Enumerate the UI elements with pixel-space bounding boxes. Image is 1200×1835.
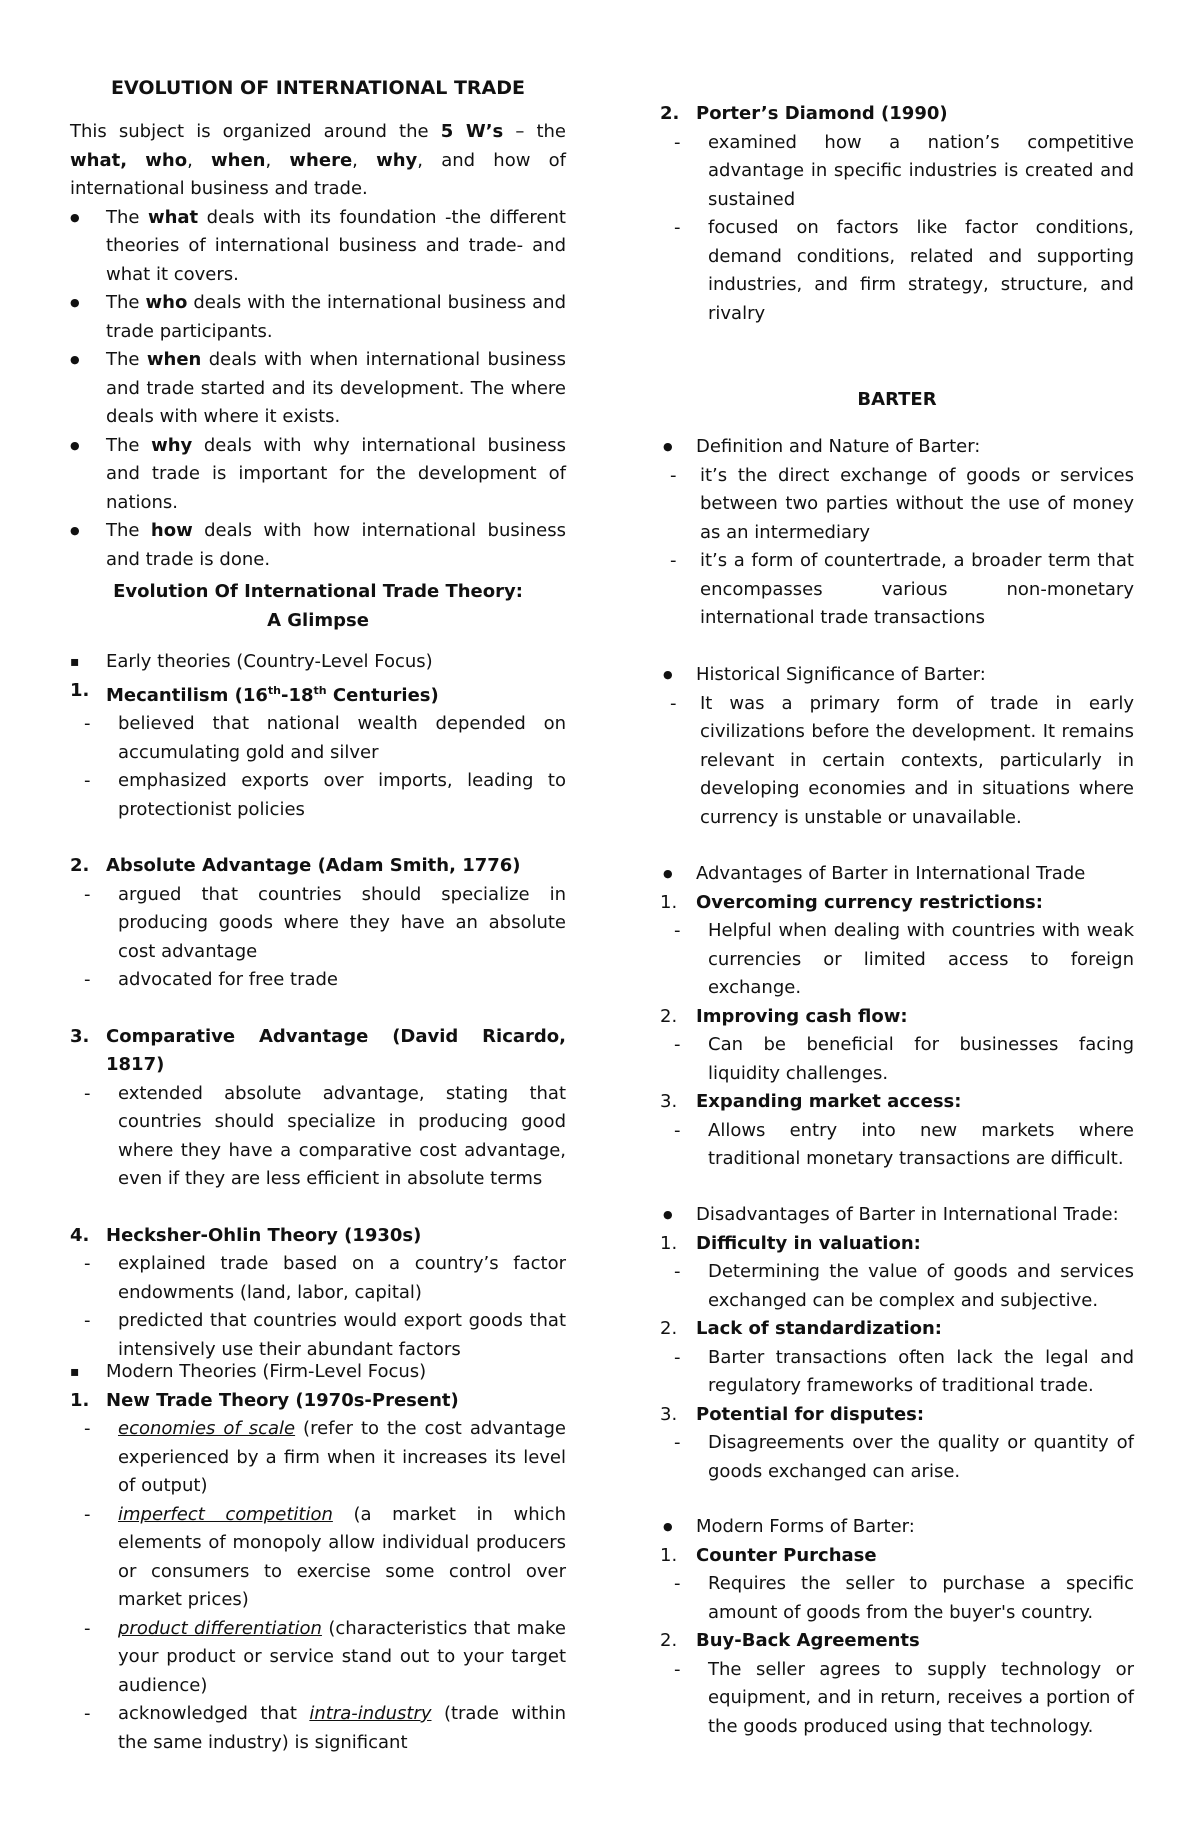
modern-theories-section (70, 1358, 566, 1757)
theory-point: - emphasized exports over imports, leading to protectionist policies (84, 770, 566, 820)
ws-bullet-what: ● The what deals with its foundation -the different theories of international business and trade- and what it covers. (70, 204, 566, 290)
theory-point: - product differentiation (characteristics that make your product or service stand out to your target audience) (84, 1617, 566, 1696)
modern-form-title: 2. Buy-Back Agreements (660, 1630, 920, 1651)
advantage-point: - Helpful when dealing with countries with weak currencies or limited access to foreign exchange. (674, 920, 1134, 998)
advantage-title: 3. Expanding market access: (660, 1091, 962, 1112)
early-theories-section (70, 648, 566, 1364)
theory-point: - argued that countries should specialize in producing goods where they have an absolute cost advantage (84, 883, 566, 962)
barter-heading: BARTER (857, 389, 937, 410)
barter-modern-forms-label: ● Modern Forms of Barter: (660, 1513, 1134, 1542)
theory-title-porters-diamond: 2. Porter’s Diamond (1990) (660, 103, 948, 124)
barter-definition-label: ● Definition and Nature of Barter: (660, 433, 1134, 462)
disadvantage-title: 1. Difficulty in valuation: (660, 1232, 921, 1254)
disadvantage-title: 2. Lack of standardization: (660, 1318, 943, 1339)
theory-point: - extended absolute advantage, stating that countries should specialize in producing good where they have a comparative cost advantage, even if they are less efficient in absolute terms (84, 1082, 566, 1189)
modern-form-point: - The seller agrees to supply technology or equipment, and in return, receives a portion of the goods produced using that technology. (674, 1658, 1134, 1737)
barter-definition-section (660, 433, 1134, 633)
ws-bullet-how: ● The how deals with how international business and trade is done. (70, 517, 566, 574)
theory-title-mercantilism: 1. Mecantilism (16th-18th Centuries) (70, 679, 439, 706)
barter-history-section (660, 661, 1134, 832)
ws-bullet-who: ● The who deals with the international business and trade participants. (70, 289, 566, 346)
advantage-title: 1. Overcoming currency restrictions: (660, 891, 1043, 913)
theory-heading-line1: Evolution Of International Trade Theory: (113, 581, 523, 602)
advantage-point: - Can be beneficial for businesses facing liquidity challenges. (674, 1034, 1134, 1084)
theory-point: - focused on factors like factor conditions, demand conditions, related and supporting industries, and firm strategy, structure, and rivalry (674, 217, 1134, 324)
disadvantage-title: 3. Potential for disputes: (660, 1403, 925, 1425)
barter-point: - It was a primary form of trade in early civilizations before the development. It remains relevant in certain contexts, particularly in developing economies and in situations where currency is unstable or unavailable. (670, 692, 1134, 828)
ws-bullet-why: ● The why deals with why international business and trade is important for the development of nations. (70, 432, 566, 518)
early-theories-label: ▪ Early theories (Country-Level Focus) (70, 648, 566, 677)
theory-point: - predicted that countries would export goods that intensively use their abundant factors (84, 1310, 566, 1360)
theory-point: - explained trade based on a country’s factor endowments (land, labor, capital) (84, 1253, 566, 1303)
barter-disadvantages-section (660, 1201, 1134, 1486)
modern-form-title: 1. Counter Purchase (660, 1544, 877, 1566)
page-title: EVOLUTION OF INTERNATIONAL TRADE (110, 77, 526, 99)
theory-point: - acknowledged that intra-industry (trade within the same industry) is significant (84, 1703, 566, 1753)
barter-modern-forms-section (660, 1513, 1134, 1741)
advantage-point: - Allows entry into new markets where traditional monetary transactions are difficult. (674, 1119, 1134, 1169)
modern-theories-label: ▪ Modern Theories (Firm-Level Focus) (70, 1358, 566, 1387)
theory-title-hecksher-ohlin: 4. Hecksher-Ohlin Theory (1930s) (70, 1224, 422, 1246)
intro-section (70, 118, 566, 574)
theory-point: - economies of scale (refer to the cost advantage experienced by a firm when it increases its level of output) (84, 1418, 566, 1496)
barter-point: - it’s the direct exchange of goods or services between two parties without the use of money as an intermediary (670, 464, 1134, 543)
theory-point: - believed that national wealth depended on accumulating gold and silver (84, 713, 566, 763)
disadvantage-point: - Disagreements over the quality or quantity of goods exchanged can arise. (674, 1432, 1134, 1482)
barter-disadvantages-label: ● Disadvantages of Barter in International Trade: (660, 1201, 1134, 1230)
modern-form-point: - Requires the seller to purchase a specific amount of goods from the buyer's country. (674, 1573, 1134, 1623)
theory-point: - imperfect competition (a market in which elements of monopoly allow individual producers or consumers to exercise some control over market prices) (84, 1503, 566, 1610)
theory-title-comparative-advantage: 3. Comparative Advantage (David Ricardo, 1817) (70, 1025, 566, 1075)
ws-bullet-when: ● The when deals with when international business and trade started and its development. The where deals with where it exists. (70, 346, 566, 432)
theory-heading-line2: A Glimpse (267, 609, 369, 631)
disadvantage-point: - Determining the value of goods and services exchanged can be complex and subjective. (674, 1261, 1134, 1311)
intro-paragraph: This subject is organized around the 5 W’s – the what, who, when, where, why, and how of international business and trade. (70, 121, 566, 199)
barter-advantages-label: ● Advantages of Barter in International Trade (660, 860, 1134, 889)
barter-history-label: ● Historical Significance of Barter: (660, 661, 1134, 690)
barter-point: - it’s a form of countertrade, a broader term that encompasses various non-monetary international trade transactions (670, 550, 1134, 628)
porter-section (660, 100, 1134, 328)
theory-heading (70, 578, 566, 635)
disadvantage-point: - Barter transactions often lack the legal and regulatory frameworks of traditional trade. (674, 1346, 1134, 1396)
theory-point: - advocated for free trade (84, 969, 338, 990)
advantage-title: 2. Improving cash flow: (660, 1005, 908, 1027)
barter-advantages-section (660, 860, 1134, 1174)
theory-title-new-trade-theory: 1. New Trade Theory (1970s-Present) (70, 1389, 459, 1411)
theory-point: - examined how a nation’s competitive advantage in specific industries is created and sustained (674, 131, 1134, 210)
ws-bullet-list (70, 204, 566, 575)
theory-title-absolute-advantage: 2. Absolute Advantage (Adam Smith, 1776) (70, 855, 521, 876)
